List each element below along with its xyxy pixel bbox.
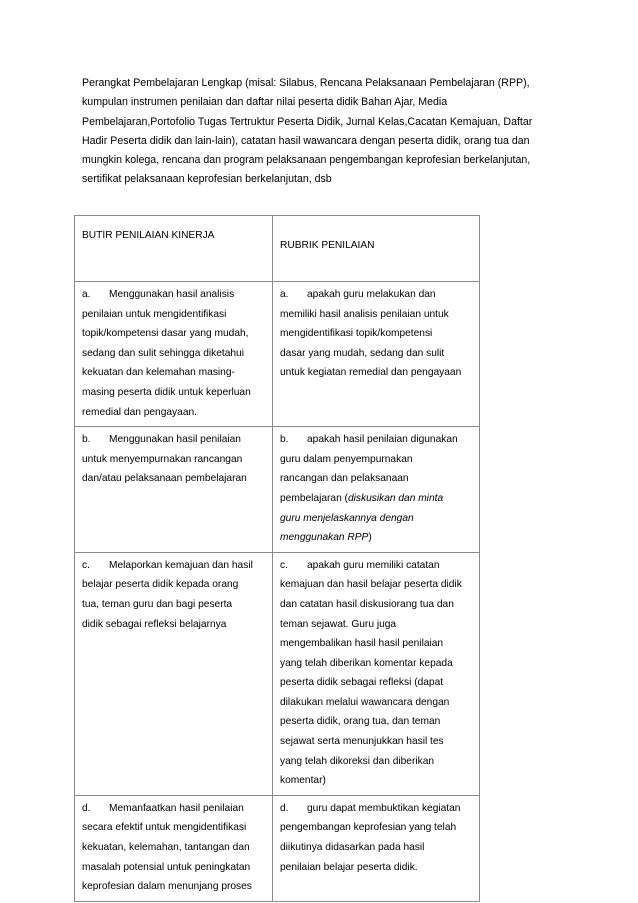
rubric-cell [273, 427, 480, 553]
cell-text: dan catatan hasil diskusiorang tua dan [280, 598, 454, 610]
item-label: c. [280, 559, 288, 571]
table-header-row [75, 216, 480, 282]
cell-text: belajar peserta didik kepada orang [82, 579, 239, 591]
item-label: d. [280, 802, 289, 814]
cell-text: kemajuan dan hasil belajar peserta didik [280, 579, 462, 591]
cell-text: sedang dan sulit sehingga diketahui [82, 347, 244, 359]
cell-text: peserta didik sebagai refleksi (dapat [280, 677, 444, 689]
cell-text: didik sebagai refleksi belajarnya [82, 618, 227, 630]
cell-text: mengidentifikasi topik/kompetensi [280, 328, 433, 340]
cell-text: remedial dan pengayaan. [82, 406, 197, 418]
cell-text: dilakukan melalui wawancara dengan [280, 696, 450, 708]
performance-item-cell [75, 552, 273, 795]
table-row [75, 282, 480, 427]
cell-text: sejawat serta menunjukkan hasil tes [280, 736, 444, 748]
intro-line: Hadir Peserta didik dan lain-lain), catatan hasil wawancara dengan peserta didik, orang tua dan [82, 134, 530, 147]
cell-text: guru dalam penyempurnakan [280, 453, 413, 465]
header-right-text: RUBRIK PENILAIAN [280, 240, 375, 251]
item-label: a. [280, 289, 289, 300]
italic-note: diskusikan dan minta [347, 492, 444, 504]
cell-text: rancangan dan pelaksanaan [280, 473, 409, 485]
cell-text: penilaian untuk mengidentifikasi [82, 308, 227, 320]
table-row [75, 552, 480, 795]
header-rubric [273, 216, 480, 282]
cell-text: dan/atau pelaksanaan pembelajaran [82, 473, 247, 485]
intro-paragraph [82, 74, 552, 190]
cell-text: mengembalikan hasil hasil penilaian [280, 638, 444, 650]
cell-text: dasar yang mudah, sedang dan sulit [280, 347, 445, 359]
item-label: a. [82, 289, 91, 300]
rubric-cell [273, 795, 480, 901]
cell-text: Memanfaatkan hasil penilaian [109, 802, 244, 814]
cell-text: pengembangan keprofesian yang telah [280, 822, 457, 834]
cell-text: teman sejawat. Guru juga [280, 618, 397, 630]
cell-text: untuk menyempurnakan rancangan [82, 453, 243, 465]
cell-text: memiliki hasil analisis penilaian untuk [280, 308, 449, 320]
cell-text: yang telah dikoreksi dan diberikan [280, 755, 435, 767]
item-label: b. [82, 434, 91, 446]
cell-text: Melaporkan kemajuan dan hasil [109, 559, 253, 571]
cell-text: Menggunakan hasil penilaian [109, 434, 241, 446]
cell-text: Menggunakan hasil analisis [109, 289, 235, 300]
cell-text: masing peserta didik untuk keperluan [82, 386, 251, 398]
cell-text: apakah guru melakukan dan [307, 289, 436, 300]
item-label: c. [82, 559, 90, 571]
cell-text: secara efektif untuk mengidentifikasi [82, 822, 247, 834]
performance-item-cell [75, 795, 273, 901]
intro-line: sertifikat pelaksanaan keprofesian berkelanjutan, dsb [82, 173, 332, 186]
rubric-cell [273, 282, 480, 427]
intro-line: Pembelajaran,Portofolio Tugas Tertruktur Peserta Didik, Jurnal Kelas,Cacatan Kemajuan, Daftar [82, 115, 533, 128]
cell-text: guru dapat membuktikan kegiatan [307, 802, 461, 814]
rubric-table [74, 215, 480, 902]
intro-line: Perangkat Pembelajaran Lengkap (misal: Silabus, Rencana Pelaksanaan Pembelajaran (RPP), [82, 77, 530, 89]
cell-text: diikutinya didasarkan pada hasil [280, 842, 425, 854]
table-row [75, 795, 480, 901]
cell-text: peserta didik, orang tua, dan teman [280, 716, 441, 728]
cell-text: penilaian belajar peserta didik. [280, 861, 418, 873]
cell-text: pembelajaran ( [280, 492, 348, 504]
rubric-cell [273, 552, 480, 795]
italic-note: guru menjelaskannya dengan [280, 512, 414, 524]
item-label: b. [280, 434, 289, 446]
cell-text: kekuatan, kelemahan, tantangan dan [82, 842, 250, 854]
intro-line: kumpulan instrumen penilaian dan daftar nilai peserta didik Bahan Ajar, Media [82, 96, 448, 109]
cell-text: keprofesian dalam menunjang proses [82, 881, 252, 893]
cell-text: untuk kegiatan remedial dan pengayaan [280, 367, 462, 379]
cell-text: masalah potensial untuk peningkatan [82, 861, 251, 873]
cell-text: apakah guru memiliki catatan [307, 559, 440, 571]
italic-note: menggunakan RPP [280, 532, 369, 544]
item-label: d. [82, 802, 91, 814]
cell-text: kekuatan dan kelemahan masing- [82, 367, 235, 379]
performance-item-cell [75, 427, 273, 553]
cell-text: tua, teman guru dan bagi peserta [82, 598, 233, 610]
header-performance-items [75, 216, 273, 282]
intro-line: mungkin kolega, rencana dan program pelaksanaan pengembangan keprofesian berkelanjutan, [82, 154, 531, 167]
cell-text: apakah hasil penilaian digunakan [307, 434, 458, 446]
cell-text: ) [368, 532, 372, 544]
header-left-text: BUTIR PENILAIAN KINERJA [82, 230, 215, 241]
table-row [75, 427, 480, 553]
cell-text: topik/kompetensi dasar yang mudah, [82, 328, 249, 340]
cell-text: komentar) [280, 775, 326, 787]
cell-text: yang telah diberikan komentar kepada [280, 657, 453, 669]
performance-item-cell [75, 282, 273, 427]
